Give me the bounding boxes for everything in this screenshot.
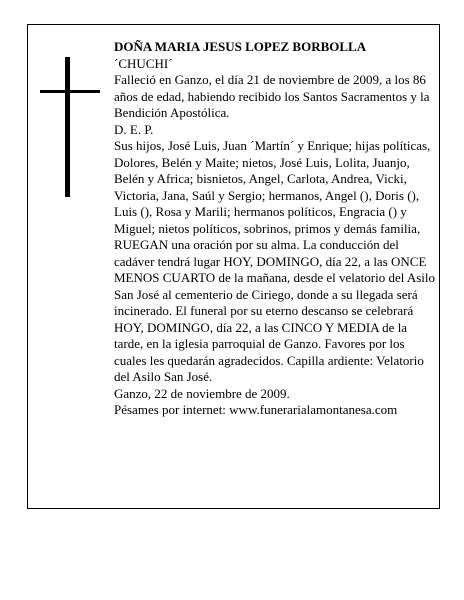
deceased-nickname: ´CHUCHI´ [114, 55, 173, 71]
cross-vertical-bar [65, 57, 70, 197]
obituary-text [114, 39, 436, 419]
death-announcement: Falleció en Ganzo, el día 21 de noviembre de 2009, a los 86 años de edad, habiendo recibido los Santos Sacramentos y la Bendición Apostólica. [114, 72, 430, 120]
family-list: Sus hijos, José Luis, Juan ´Martín´ y Enrique; hijas políticas, Dolores, Belén y Maite; nietos, José Luis, Lolita, Juanjo, Belén y Africa; bisnietos, Angel, Carlota, Andrea, Vicki, Victoria, Jana, Saúl y Sergio; hermanos, Angel (), Doris (), Luis (), Rosa y Marili; hermanos políticos, Engracia () y Miguel; nietos políticos, sobrinos, primos y demás familia, [114, 138, 431, 236]
obituary-frame [27, 24, 440, 509]
rip-line: D. E. P. [114, 121, 154, 137]
deceased-name: DOÑA MARIA JESUS LOPEZ BORBOLLA [114, 39, 367, 54]
notice-date: Ganzo, 22 de noviembre de 2009. [114, 385, 290, 401]
prayer-request: RUEGAN una oración por su alma. La conducción del cadáver tendrá lugar HOY, DOMINGO, día 22, a las ONCE MENOS CUARTO de la mañana, desde el velatorio del Asilo San José al cementerio de Ciriego, donde a su llegada será incinerado. El funeral por su eterno descanso se celebrará HOY, DOMINGO, día 22, a las CINCO Y MEDIA de la tarde, en la iglesia parroquial de Ganzo. Favores por los cuales les quedarán agradecidos. Capilla ardiente: Velatorio del Asilo San José. [114, 237, 436, 384]
condolences-line: Pésames por internet: www.funerarialamontanesa.com [114, 402, 398, 417]
cross-horizontal-bar [40, 90, 100, 93]
